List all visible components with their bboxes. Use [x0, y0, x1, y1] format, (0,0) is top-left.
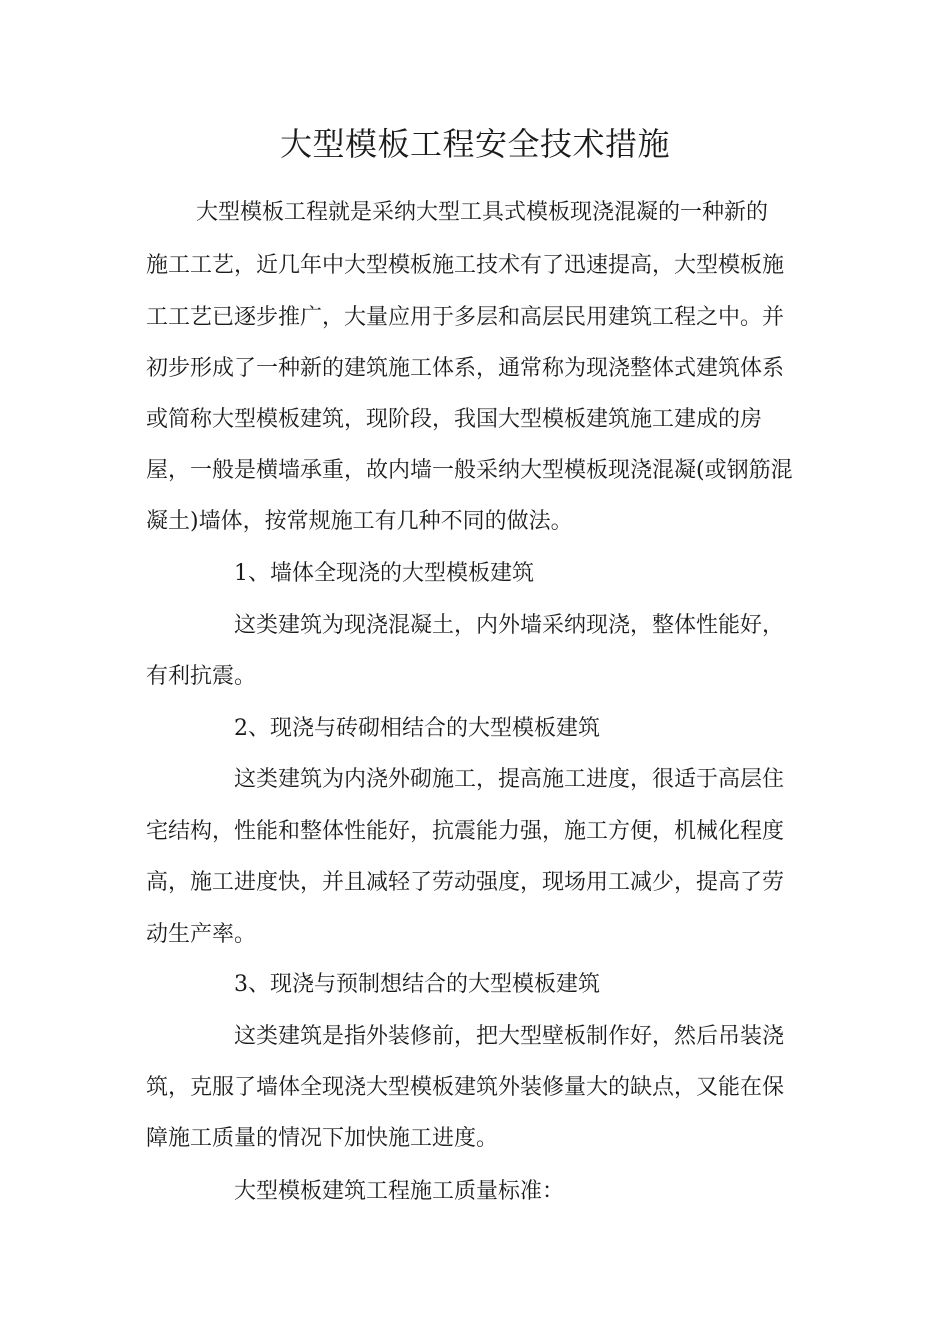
item1-line-2: 有利抗震。: [146, 664, 257, 689]
item2-line-1: 这类建筑为内浇外砌施工，提高施工进度，很适于高层住: [234, 767, 785, 792]
intro-line-6: 屋，一般是横墙承重，故内墙一般采纳大型模板现浇混凝(或钢筋混: [146, 458, 793, 483]
intro-line-1: 大型模板工程就是采纳大型工具式模板现浇混凝的一种新的: [196, 200, 769, 225]
item2-line-4: 动生产率。: [146, 922, 257, 947]
intro-line-7: 凝土)墙体，按常规施工有几种不同的做法。: [146, 509, 573, 534]
intro-line-5: 或简称大型模板建筑，现阶段，我国大型模板建筑施工建成的房: [146, 407, 763, 432]
intro-line-2: 施工工艺，近几年中大型模板施工技术有了迅速提高，大型模板施: [146, 253, 785, 278]
intro-line-4: 初步形成了一种新的建筑施工体系，通常称为现浇整体式建筑体系: [146, 356, 785, 381]
item1-line-1: 这类建筑为现浇混凝土，内外墙采纳现浇，整体性能好，: [234, 613, 785, 638]
item2-heading: 2、现浇与砖砌相结合的大型模板建筑: [234, 716, 600, 741]
document-title: 大型模板工程安全技术措施: [279, 125, 670, 163]
item3-heading: 3、现浇与预制想结合的大型模板建筑: [234, 972, 600, 997]
intro-line-3: 工工艺已逐步推广，大量应用于多层和高层民用建筑工程之中。并: [146, 305, 785, 330]
item3-line-3: 障施工质量的情况下加快施工进度。: [146, 1126, 499, 1151]
item2-line-3: 高，施工进度快，并且减轻了劳动强度，现场用工减少，提高了劳: [146, 870, 785, 895]
item3-line-1: 这类建筑是指外装修前，把大型壁板制作好，然后吊装浇: [234, 1024, 785, 1049]
item2-line-2: 宅结构，性能和整体性能好，抗震能力强，施工方便，机械化程度: [146, 819, 785, 844]
item1-heading: 1、墙体全现浇的大型模板建筑: [234, 561, 534, 586]
standard-heading: 大型模板建筑工程施工质量标准：: [234, 1179, 565, 1204]
item3-line-2: 筑，克服了墙体全现浇大型模板建筑外装修量大的缺点，又能在保: [146, 1075, 785, 1100]
